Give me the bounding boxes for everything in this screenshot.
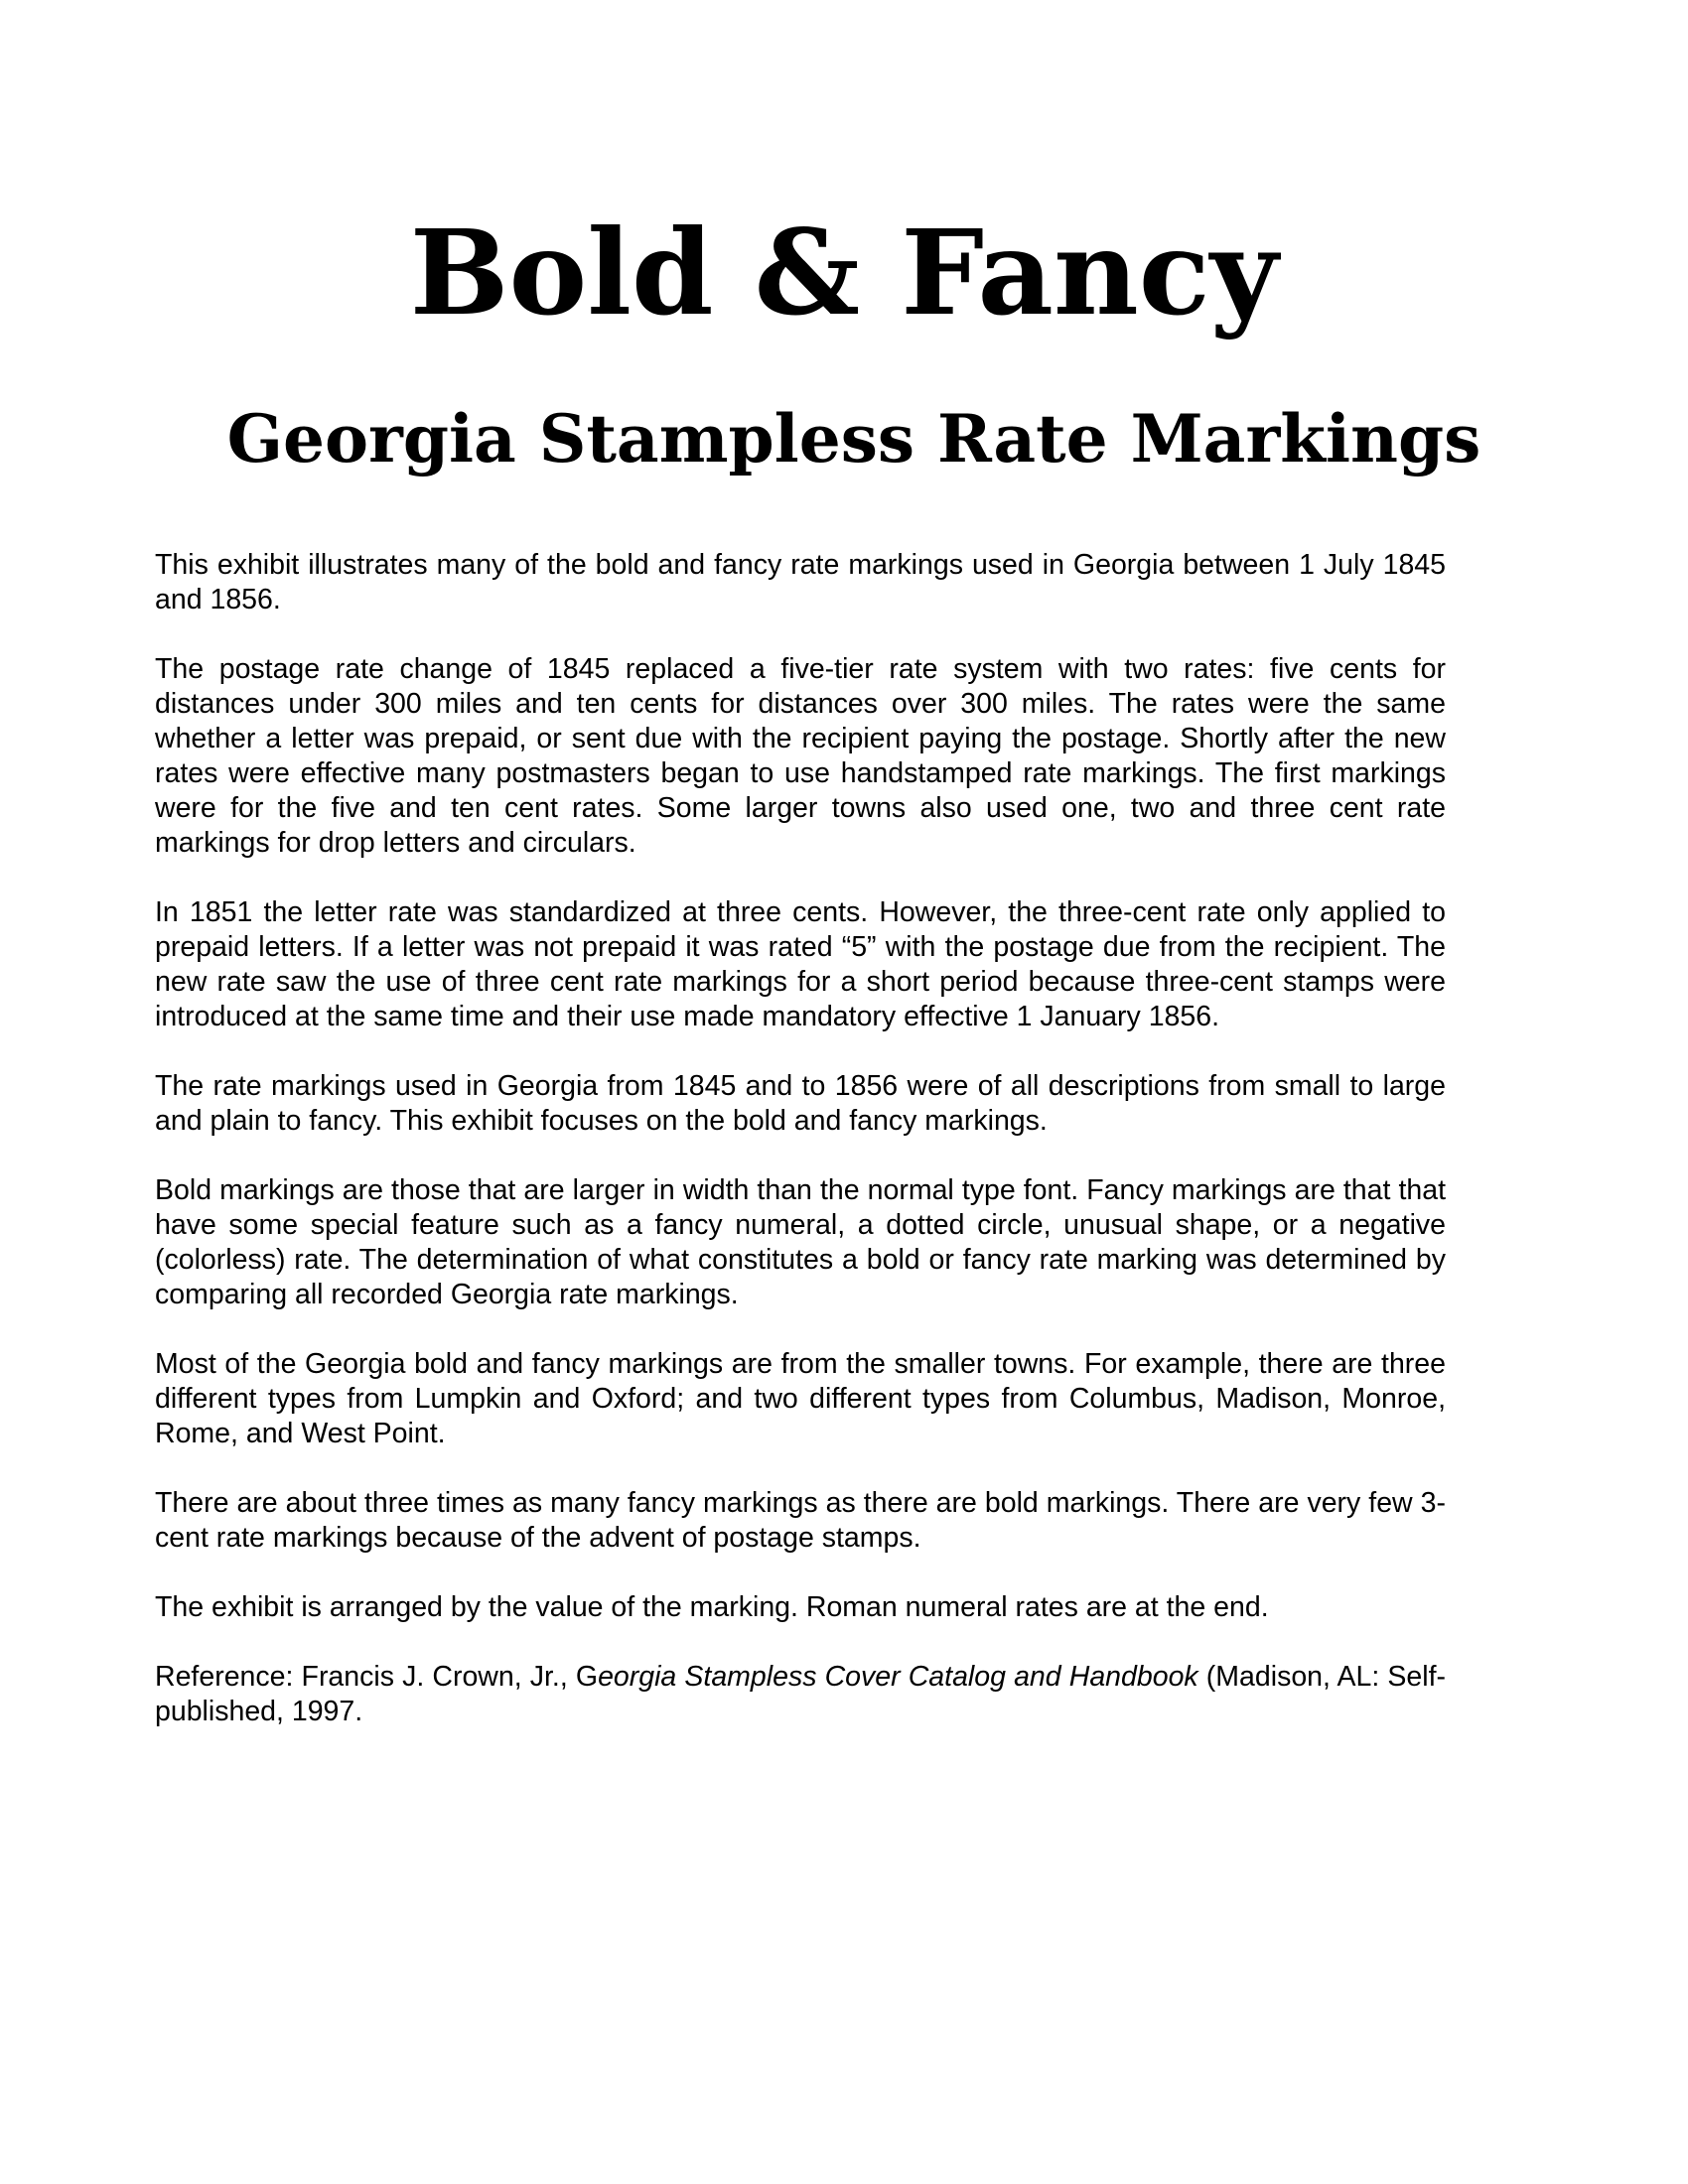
document-title: Bold & Fancy	[409, 204, 1279, 341]
paragraph-1851-rate: In 1851 the letter rate was standardized at three cents. However, the three-cent rate only applied to prepaid letters. If a letter was not prepaid it was rated “5” with the postage due from the recipient. The new rate saw the use of three cent rate markings for a short period because three-cent stamps were introduced at the same time and their use made mandatory effective 1 January 1856.	[155, 896, 1446, 1032]
paragraph-1845-rate-change: The postage rate change of 1845 replaced a five-tier rate system with two rates: five cents for distances under 300 miles and ten cents for distances over 300 miles. The rates were the same whether a letter was prepaid, or sent due with the recipient paying the postage. Shortly after the new rates were effective many postmasters began to use handstamped rate markings. The first markings were for the five and ten cent rates. Some larger towns also used one, two and three cent rate markings for drop letters and circulars.	[155, 653, 1446, 859]
reference-suffix: (Madison, AL: Self-published, 1997.	[155, 1661, 1446, 1727]
paragraph-arrangement: The exhibit is arranged by the value of the marking. Roman numeral rates are at the end.	[155, 1591, 1269, 1623]
reference-prefix: Reference: Francis J. Crown, Jr., G	[155, 1661, 599, 1693]
paragraph-smaller-towns: Most of the Georgia bold and fancy markings are from the smaller towns. For example, there are three different types from Lumpkin and Oxford; and two different types from Columbus, Madison, Monroe, Rome, and West Point.	[155, 1348, 1446, 1449]
reference	[155, 1660, 1446, 1729]
document-subtitle: Georgia Stampless Rate Markings	[226, 400, 1481, 478]
document-body	[155, 548, 1446, 1764]
paragraph-rate-descriptions: The rate markings used in Georgia from 1845 and to 1856 were of all descriptions from small to large and plain to fancy. This exhibit focuses on the bold and fancy markings.	[155, 1070, 1446, 1137]
reference-book-title: eorgia Stampless Cover Catalog and Handbook	[598, 1661, 1198, 1693]
paragraph-intro: This exhibit illustrates many of the bold and fancy rate markings used in Georgia between 1 July 1845 and 1856.	[155, 549, 1446, 615]
paragraph-bold-fancy-definition: Bold markings are those that are larger in width than the normal type font. Fancy markings are that that have some special feature such as a fancy numeral, a dotted circle, unusual shape, or a negative (colorless) rate. The determination of what constitutes a bold or fancy rate marking was determined by comparing all recorded Georgia rate markings.	[155, 1174, 1446, 1310]
paragraph-fancy-vs-bold: There are about three times as many fancy markings as there are bold markings. There are very few 3-cent rate markings because of the advent of postage stamps.	[155, 1487, 1446, 1554]
